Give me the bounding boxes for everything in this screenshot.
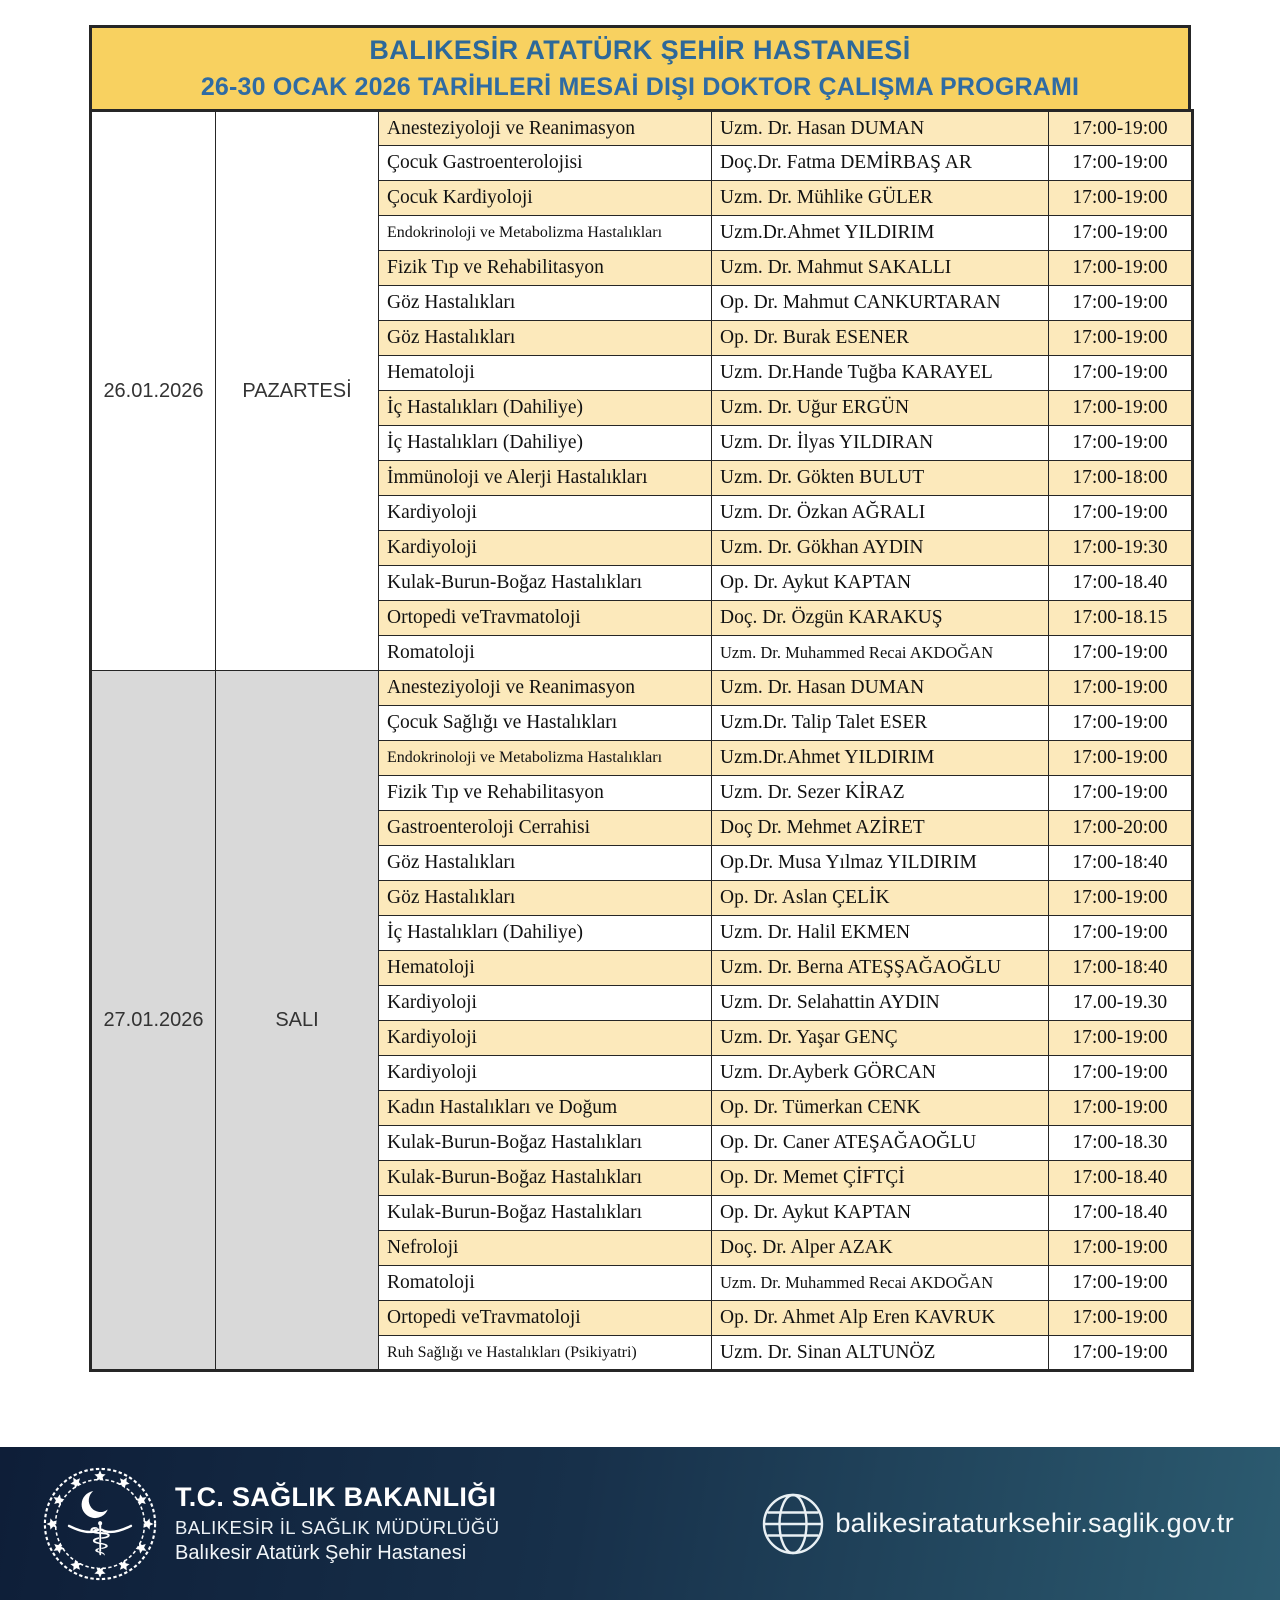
page-title	[89, 25, 1191, 112]
doctor-cell: Op. Dr. Mahmut CANKURTARAN	[712, 286, 1049, 321]
time-cell: 17:00-19:00	[1049, 496, 1193, 531]
time-cell: 17:00-18:40	[1049, 846, 1193, 881]
time-cell: 17:00-18.40	[1049, 1196, 1193, 1231]
doctor-cell: Doç Dr. Mehmet AZİRET	[712, 811, 1049, 846]
specialty-cell: Kulak-Burun-Boğaz Hastalıkları	[379, 1196, 712, 1231]
doctor-cell: Doç. Dr. Özgün KARAKUŞ	[712, 601, 1049, 636]
table-row	[91, 671, 1193, 706]
specialty-cell: Anesteziyoloji ve Reanimasyon	[379, 111, 712, 146]
time-cell: 17:00-19:00	[1049, 1266, 1193, 1301]
doctor-cell: Uzm. Dr. Yaşar GENÇ	[712, 1021, 1049, 1056]
time-cell: 17:00-19:00	[1049, 181, 1193, 216]
day-group	[91, 111, 1193, 671]
specialty-cell: Kardiyoloji	[379, 1021, 712, 1056]
specialty-cell: Kulak-Burun-Boğaz Hastalıkları	[379, 566, 712, 601]
doctor-cell: Uzm. Dr. Özkan AĞRALI	[712, 496, 1049, 531]
doctor-cell: Uzm. Dr. Berna ATEŞŞAĞAOĞLU	[712, 951, 1049, 986]
doctor-cell: Uzm. Dr. Sinan ALTUNÖZ	[712, 1336, 1049, 1371]
specialty-cell: Fizik Tıp ve Rehabilitasyon	[379, 251, 712, 286]
doctor-cell: Op. Dr. Tümerkan CENK	[712, 1091, 1049, 1126]
ministry-text-block	[175, 1482, 499, 1565]
doctor-cell: Uzm. Dr.Ayberk GÖRCAN	[712, 1056, 1049, 1091]
doctor-cell: Doç.Dr. Fatma DEMİRBAŞ AR	[712, 146, 1049, 181]
footer-ministry-block	[42, 1466, 499, 1582]
time-cell: 17:00-18.30	[1049, 1126, 1193, 1161]
time-cell: 17:00-19:00	[1049, 216, 1193, 251]
doctor-cell: Op.Dr. Musa Yılmaz YILDIRIM	[712, 846, 1049, 881]
specialty-cell: Fizik Tıp ve Rehabilitasyon	[379, 776, 712, 811]
doctor-cell: Doç. Dr. Alper AZAK	[712, 1231, 1049, 1266]
doctor-cell: Uzm. Dr. Mühlike GÜLER	[712, 181, 1049, 216]
doctor-cell: Uzm. Dr.Hande Tuğba KARAYEL	[712, 356, 1049, 391]
doctor-cell: Uzm. Dr. Uğur ERGÜN	[712, 391, 1049, 426]
doctor-cell: Uzm. Dr. Sezer KİRAZ	[712, 776, 1049, 811]
time-cell: 17:00-19:00	[1049, 1056, 1193, 1091]
footer-banner	[0, 1447, 1280, 1600]
specialty-cell: Kadın Hastalıkları ve Doğum	[379, 1091, 712, 1126]
specialty-cell: Göz Hastalıkları	[379, 286, 712, 321]
specialty-cell: Çocuk Sağlığı ve Hastalıkları	[379, 706, 712, 741]
time-cell: 17:00-19:00	[1049, 1231, 1193, 1266]
doctor-cell: Uzm. Dr. Gökten BULUT	[712, 461, 1049, 496]
specialty-cell: Ortopedi veTravmatoloji	[379, 601, 712, 636]
time-cell: 17:00-19:00	[1049, 706, 1193, 741]
weekday-cell: SALI	[216, 671, 379, 1371]
time-cell: 17:00-19:00	[1049, 671, 1193, 706]
time-cell: 17:00-19:00	[1049, 916, 1193, 951]
specialty-cell: Çocuk Kardiyoloji	[379, 181, 712, 216]
time-cell: 17:00-19:00	[1049, 356, 1193, 391]
time-cell: 17.00-19.30	[1049, 986, 1193, 1021]
specialty-cell: Anesteziyoloji ve Reanimasyon	[379, 671, 712, 706]
website-url: balikesirataturksehir.saglik.gov.tr	[835, 1508, 1234, 1538]
day-group	[91, 671, 1193, 1371]
doctor-cell: Uzm. Dr. Muhammed Recai AKDOĞAN	[712, 1266, 1049, 1301]
specialty-cell: Kardiyoloji	[379, 531, 712, 566]
specialty-cell: Kardiyoloji	[379, 1056, 712, 1091]
specialty-cell: Kardiyoloji	[379, 496, 712, 531]
doctor-cell: Uzm. Dr. İlyas YILDIRAN	[712, 426, 1049, 461]
schedule-sheet	[89, 25, 1191, 1372]
time-cell: 17:00-19:00	[1049, 1021, 1193, 1056]
specialty-cell: Ortopedi veTravmatoloji	[379, 1301, 712, 1336]
hospital-name: Balıkesir Atatürk Şehir Hastanesi	[175, 1542, 467, 1564]
ministry-name: T.C. SAĞLIK BAKANLIĞI	[175, 1482, 497, 1512]
specialty-cell: Göz Hastalıkları	[379, 846, 712, 881]
doctor-cell: Op. Dr. Ahmet Alp Eren KAVRUK	[712, 1301, 1049, 1336]
doctor-cell: Uzm.Dr.Ahmet YILDIRIM	[712, 741, 1049, 776]
time-cell: 17:00-18.40	[1049, 566, 1193, 601]
time-cell: 17:00-19:00	[1049, 111, 1193, 146]
doctor-cell: Uzm. Dr. Muhammed Recai AKDOĞAN	[712, 636, 1049, 671]
specialty-cell: Hematoloji	[379, 951, 712, 986]
doctor-cell: Op. Dr. Memet ÇİFTÇİ	[712, 1161, 1049, 1196]
specialty-cell: Gastroenteroloji Cerrahisi	[379, 811, 712, 846]
time-cell: 17:00-18:40	[1049, 951, 1193, 986]
doctor-cell: Op. Dr. Aykut KAPTAN	[712, 1196, 1049, 1231]
time-cell: 17:00-19:00	[1049, 391, 1193, 426]
time-cell: 17:00-19:00	[1049, 881, 1193, 916]
time-cell: 17:00-20:00	[1049, 811, 1193, 846]
date-cell: 27.01.2026	[91, 671, 216, 1371]
time-cell: 17:00-19:30	[1049, 531, 1193, 566]
specialty-cell: Romatoloji	[379, 1266, 712, 1301]
provincial-directorate: BALIKESİR İL SAĞLIK MÜDÜRLÜĞÜ	[175, 1517, 500, 1538]
globe-icon	[757, 1488, 829, 1560]
weekday-cell: PAZARTESİ	[216, 111, 379, 671]
specialty-cell: Endokrinoloji ve Metabolizma Hastalıkları	[379, 216, 712, 251]
specialty-cell: İç Hastalıkları (Dahiliye)	[379, 426, 712, 461]
time-cell: 17:00-19:00	[1049, 1091, 1193, 1126]
doctor-cell: Op. Dr. Aslan ÇELİK	[712, 881, 1049, 916]
doctor-cell: Uzm.Dr. Talip Talet ESER	[712, 706, 1049, 741]
doctor-cell: Op. Dr. Aykut KAPTAN	[712, 566, 1049, 601]
specialty-cell: Romatoloji	[379, 636, 712, 671]
doctor-cell: Uzm. Dr. Hasan DUMAN	[712, 111, 1049, 146]
schedule-table	[89, 109, 1194, 1372]
specialty-cell: Hematoloji	[379, 356, 712, 391]
program-subtitle: 26-30 OCAK 2026 TARİHLERİ MESAİ DIŞI DOKTOR ÇALIŞMA PROGRAMI	[200, 73, 1080, 101]
date-cell: 26.01.2026	[91, 111, 216, 671]
specialty-cell: Ruh Sağlığı ve Hastalıkları (Psikiyatri)	[379, 1336, 712, 1371]
specialty-cell: İç Hastalıkları (Dahiliye)	[379, 916, 712, 951]
doctor-cell: Uzm. Dr. Mahmut SAKALLI	[712, 251, 1049, 286]
time-cell: 17:00-19:00	[1049, 146, 1193, 181]
time-cell: 17:00-19:00	[1049, 251, 1193, 286]
doctor-cell: Uzm.Dr.Ahmet YILDIRIM	[712, 216, 1049, 251]
doctor-cell: Uzm. Dr. Gökhan AYDIN	[712, 531, 1049, 566]
time-cell: 17:00-18.15	[1049, 601, 1193, 636]
table-row	[91, 111, 1193, 146]
time-cell: 17:00-18:00	[1049, 461, 1193, 496]
time-cell: 17:00-19:00	[1049, 426, 1193, 461]
specialty-cell: Kardiyoloji	[379, 986, 712, 1021]
svg-text:⚕: ⚕	[87, 1511, 113, 1566]
time-cell: 17:00-19:00	[1049, 286, 1193, 321]
specialty-cell: Göz Hastalıkları	[379, 321, 712, 356]
specialty-cell: İç Hastalıkları (Dahiliye)	[379, 391, 712, 426]
hospital-title: BALIKESİR ATATÜRK ŞEHİR HASTANESİ	[369, 35, 911, 65]
time-cell: 17:00-19:00	[1049, 321, 1193, 356]
time-cell: 17:00-19:00	[1049, 741, 1193, 776]
doctor-cell: Op. Dr. Caner ATEŞAĞAOĞLU	[712, 1126, 1049, 1161]
ministry-of-health-emblem-icon	[42, 1466, 158, 1582]
time-cell: 17:00-19:00	[1049, 1336, 1193, 1371]
time-cell: 17:00-19:00	[1049, 636, 1193, 671]
doctor-cell: Uzm. Dr. Selahattin AYDIN	[712, 986, 1049, 1021]
time-cell: 17:00-19:00	[1049, 776, 1193, 811]
specialty-cell: Kulak-Burun-Boğaz Hastalıkları	[379, 1161, 712, 1196]
specialty-cell: Göz Hastalıkları	[379, 881, 712, 916]
doctor-cell: Op. Dr. Burak ESENER	[712, 321, 1049, 356]
footer-website-block	[757, 1488, 1234, 1560]
doctor-cell: Uzm. Dr. Hasan DUMAN	[712, 671, 1049, 706]
time-cell: 17:00-19:00	[1049, 1301, 1193, 1336]
specialty-cell: Nefroloji	[379, 1231, 712, 1266]
specialty-cell: Kulak-Burun-Boğaz Hastalıkları	[379, 1126, 712, 1161]
doctor-cell: Uzm. Dr. Halil EKMEN	[712, 916, 1049, 951]
specialty-cell: Çocuk Gastroenterolojisi	[379, 146, 712, 181]
specialty-cell: İmmünoloji ve Alerji Hastalıkları	[379, 461, 712, 496]
specialty-cell: Endokrinoloji ve Metabolizma Hastalıkları	[379, 741, 712, 776]
time-cell: 17:00-18.40	[1049, 1161, 1193, 1196]
